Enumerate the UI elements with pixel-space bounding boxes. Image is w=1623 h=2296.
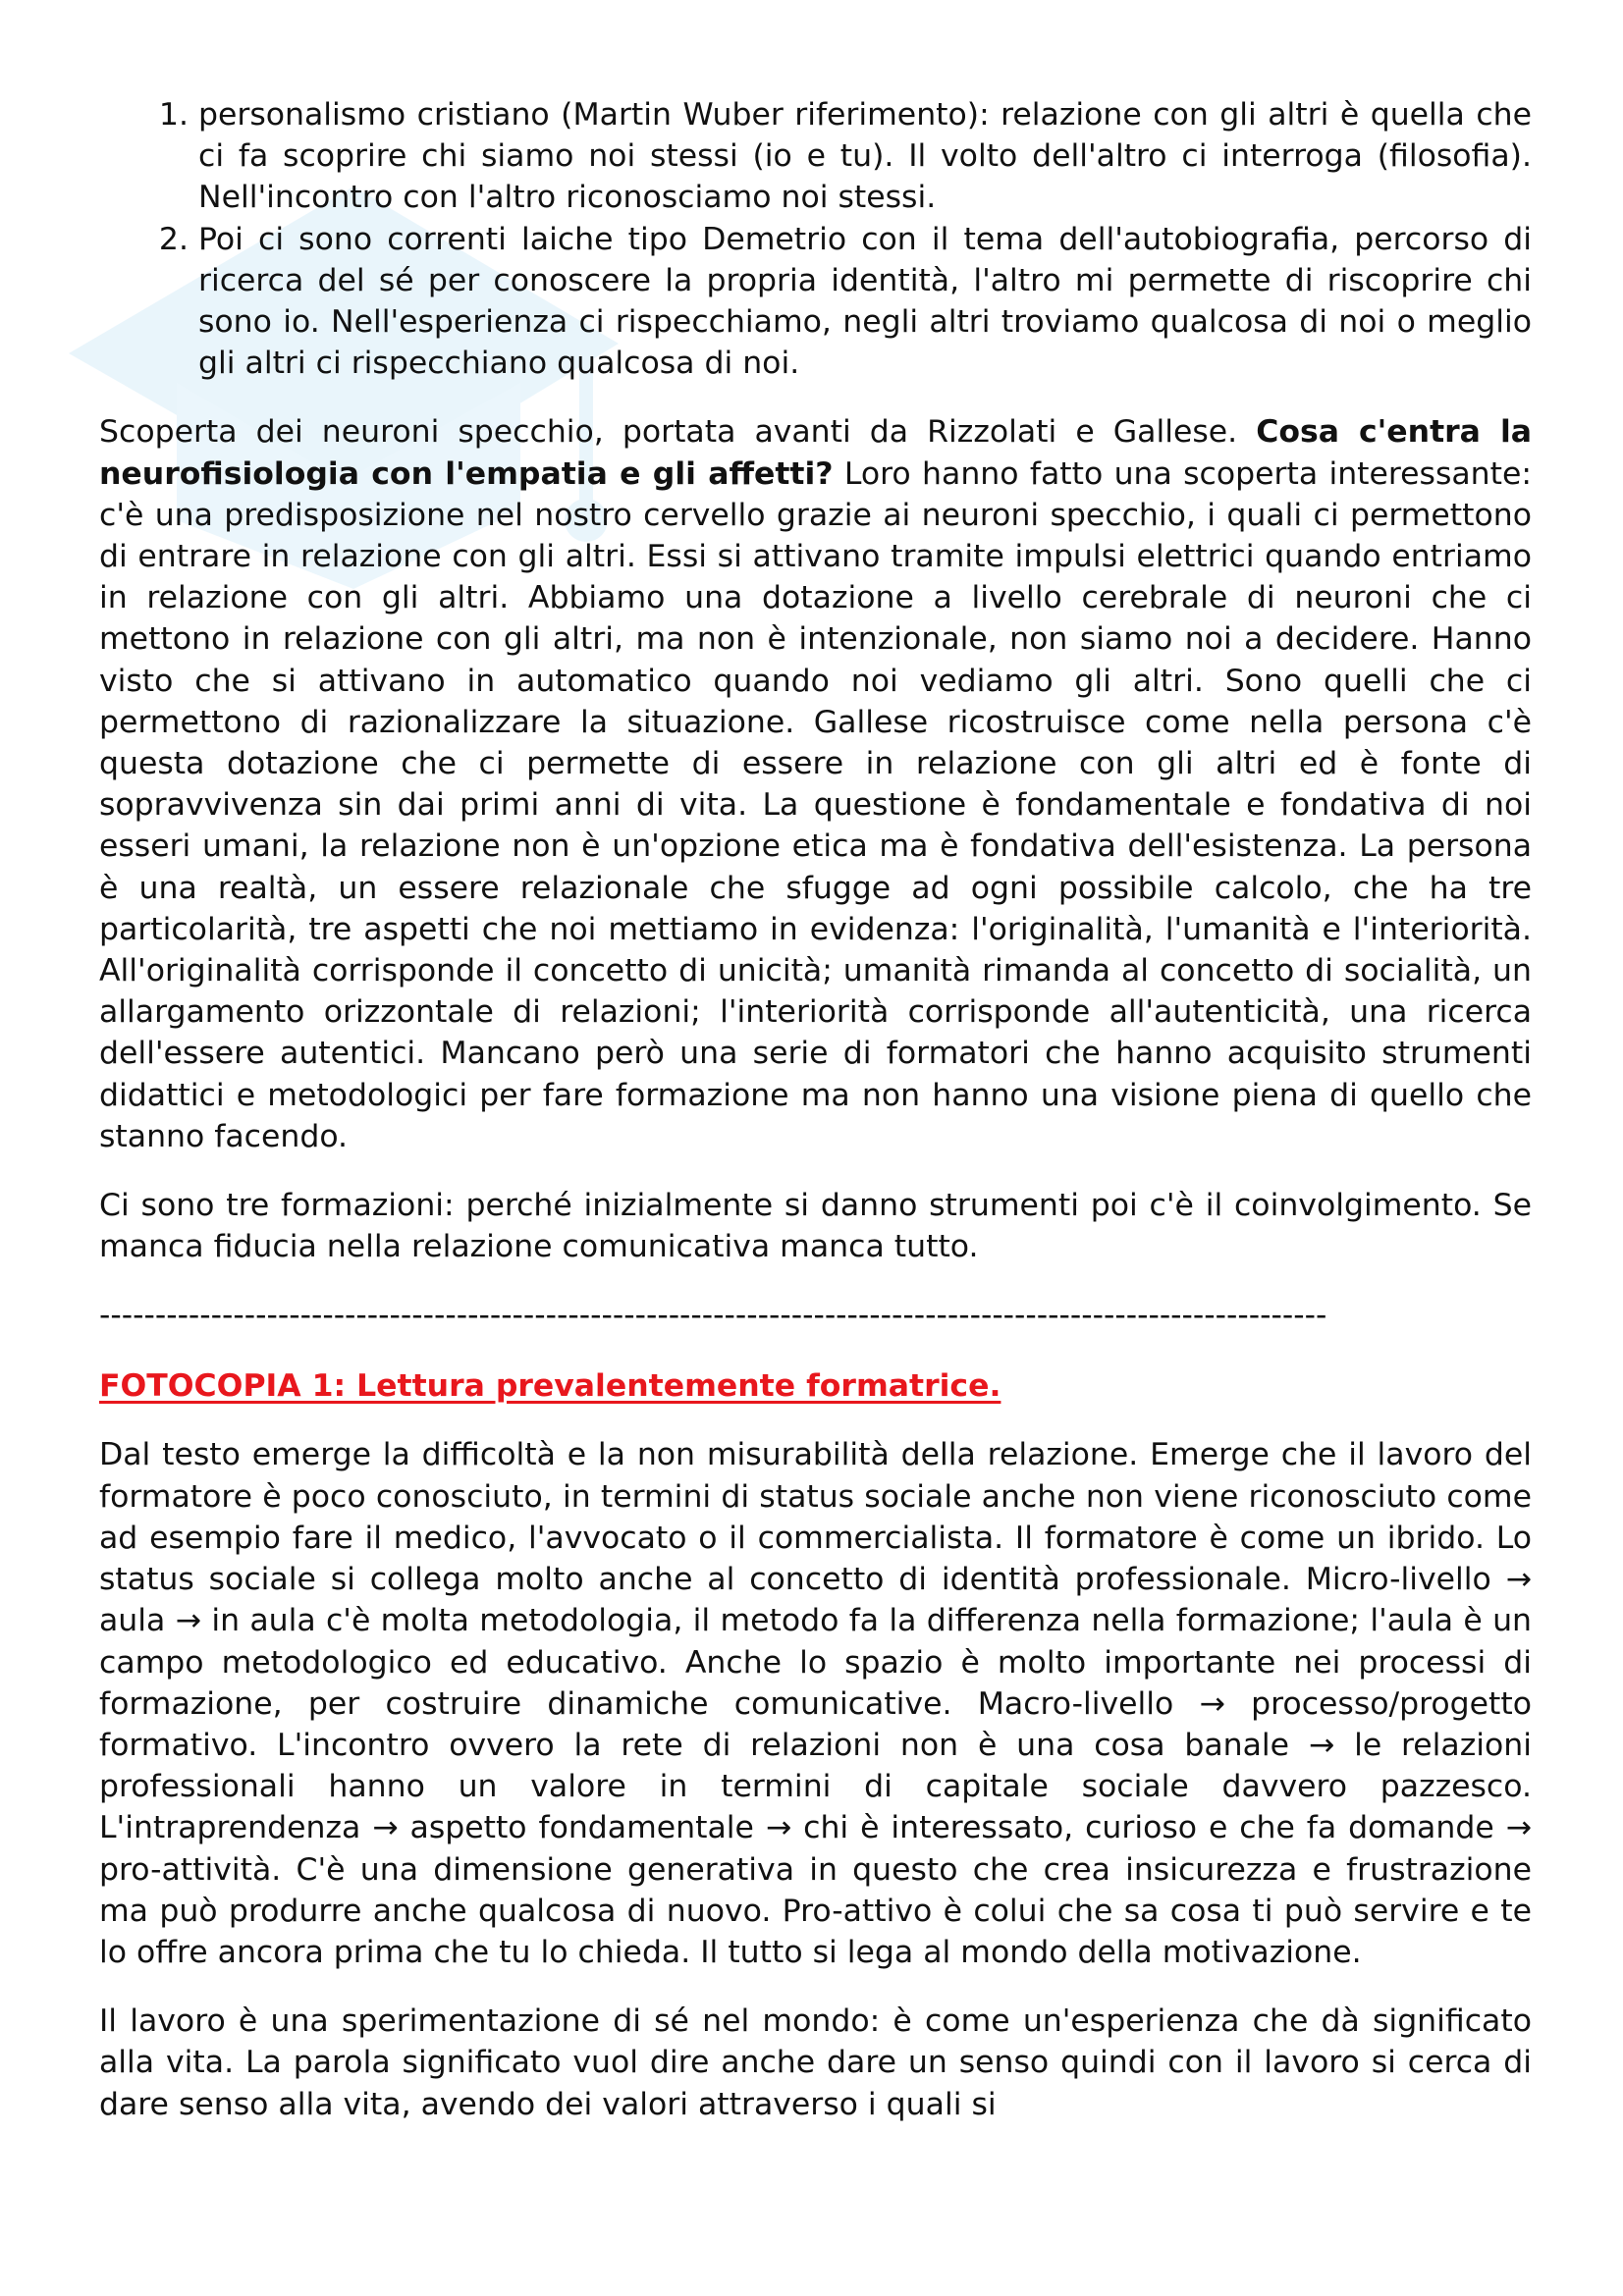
- paragraph-fotocopia: Dal testo emerge la difficoltà e la non misurabilità della relazione. Emerge che il lavoro del formatore è poco conosciuto, in termini di status sociale anche non viene riconosciuto come ad esempio fare il medico, l'avvocato o il commercialista. Il formatore è come un ibrido. Lo status sociale si collega molto anche al concetto di identità professionale. Micro-livello → aula → in aula c'è molta metodologia, il metodo fa la differenza nella formazione; l'aula è un campo metodologico ed educativo. Anche lo spazio è molto importante nei processi di formazione, per costruire dinamiche comunicative. Macro-livello → processo/progetto formativo. L'incontro ovvero la rete di relazioni non è una cosa banale → le relazioni professionali hanno un valore in termini di capitale sociale davvero pazzesco. L'intraprendenza → aspetto fondamentale → chi è interessato, curioso e che fa domande → pro-attività. C'è una dimensione generativa in questo che crea insicurezza e frustrazione ma può produrre anche qualcosa di nuovo. Pro-attivo è colui che sa cosa ti può servire e te lo offre ancora prima che tu lo chieda. Il tutto si lega al mondo della motivazione.: [99, 1437, 1532, 1970]
- list-item: 2. Poi ci sono correnti laiche tipo Demetrio con il tema dell'autobiografia, percorso di ricerca del sé per conoscere la propria identità, l'altro mi permette di riscoprire chi sono io. Nell'esperienza ci rispecchiamo, negli altri troviamo qualcosa di noi o meglio gli altri ci rispecchiano qualcosa di noi.: [198, 219, 1532, 385]
- list-item: 1. personalismo cristiano (Martin Wuber riferimento): relazione con gli altri è quella che ci fa scoprire chi siamo noi stessi (io e tu). Il volto dell'altro ci interroga (filosofia). Nell'incontro con l'altro riconosciamo noi stessi.: [198, 94, 1532, 219]
- paragraph-intro: Scoperta dei neuroni specchio, portata avanti da Rizzolati e Gallese.: [99, 414, 1257, 451]
- dashed-separator: --------------------------------------------------------------------------------------------------------------: [99, 1298, 1327, 1334]
- numbered-list: [99, 94, 1532, 384]
- section-heading: FOTOCOPIA 1: Lettura prevalentemente formatrice.: [99, 1368, 1001, 1405]
- bold-question: Cosa c'entra la neurofisiologia con l'empatia e gli affetti?: [99, 414, 1532, 492]
- document-page: [99, 94, 1532, 2125]
- paragraph-neuroni-specchio: [99, 411, 1532, 1157]
- paragraph-tre-formazioni: Ci sono tre formazioni: perché inizialmente si danno strumenti poi c'è il coinvolgimento. Se manca fiducia nella relazione comunicativa manca tutto.: [99, 1188, 1532, 1265]
- paragraph-lavoro: Il lavoro è una sperimentazione di sé nel mondo: è come un'esperienza che dà significato alla vita. La parola significato vuol dire anche dare un senso quindi con il lavoro si cerca di dare senso alla vita, avendo dei valori attraverso i quali si: [99, 2003, 1532, 2122]
- paragraph-body: Loro hanno fatto una scoperta interessante: c'è una predisposizione nel nostro cervello grazie ai neuroni specchio, i quali ci permettono di entrare in relazione con gli altri. Essi si attivano tramite impulsi elettrici quando entriamo in relazione con gli altri. Abbiamo una dotazione a livello cerebrale di neuroni che ci mettono in relazione con gli altri, ma non è intenzionale, non siamo noi a decidere. Hanno visto che si attivano in automatico quando noi vediamo gli altri. Sono quelli che ci permettono di razionalizzare la situazione. Gallese ricostruisce come nella persona c'è questa dotazione che ci permette di essere in relazione con gli altri ed è fonte di sopravvivenza sin dai primi anni di vita. La questione è fondamentale e fondativa di noi esseri umani, la relazione non è un'opzione etica ma è fondativa dell'esistenza. La persona è una realtà, un essere relazionale che sfugge ad ogni possibile calcolo, che ha tre particolarità, tre aspetti che noi mettiamo in evidenza: l'originalità, l'umanità e l'interiorità. All'originalità corrisponde il concetto di unicità; umanità rimanda al concetto di socialità, un allargamento orizzontale di relazioni; l'interiorità corrisponde all'autenticità, una ricerca dell'essere autentici. Mancano però una serie di formatori che hanno acquisito strumenti didattici e metodologici per fare formazione ma non hanno una visione piena di quello che stanno facendo.: [99, 455, 1532, 1154]
